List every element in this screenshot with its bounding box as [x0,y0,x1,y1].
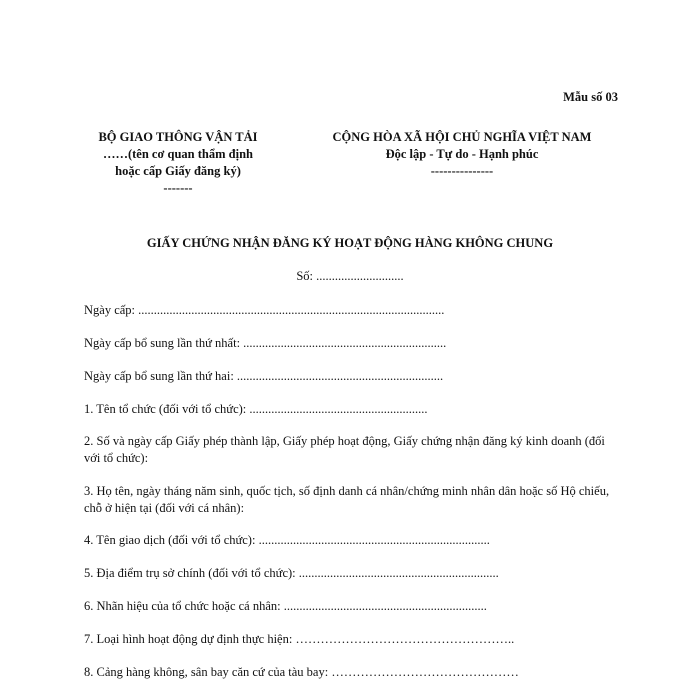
form-number: Mẫu số 03 [563,90,618,104]
agency-divider: ------- [163,181,193,195]
agency-placeholder-line2: hoặc cấp Giấy đăng ký) [115,164,241,178]
field-head-office: 5. Địa điểm trụ sở chính (đối với tổ chức): ................................................................ [84,566,499,580]
field-brand: 6. Nhãn hiệu của tổ chức hoặc cá nhân: ................................................................. [84,599,487,613]
field-first-supplement-date: Ngày cấp bổ sung lần thứ nhất: ................................................................. [84,336,447,350]
republic-name: CỘNG HÒA XÃ HỘI CHỦ NGHĨA VIỆT NAM [332,130,592,144]
field-personal-info: 3. Họ tên, ngày tháng năm sinh, quốc tịch, số định danh cá nhân/chứng minh nhân dân hoặc số Hộ chiếu, chỗ ở hiện tại (đối với cá nhân): [84,484,610,515]
agency-placeholder-line1: ……(tên cơ quan thẩm định [102,147,253,161]
field-trade-name: 4. Tên giao dịch (đối với tổ chức): .......................................................................... [84,533,490,547]
field-base-airport: 8. Cảng hàng không, sân bay căn cứ của tàu bay: ……………………………………… [84,665,519,679]
field-activity-type: 7. Loại hình hoạt động dự định thực hiện: …………………………………………….. [84,632,515,646]
field-second-supplement-date: Ngày cấp bổ sung lần thứ hai: .................................................................. [84,369,444,383]
document-title: GIẤY CHỨNG NHẬN ĐĂNG KÝ HOẠT ĐỘNG HÀNG KHÔNG CHUNG [146,236,554,250]
field-license-info: 2. Số và ngày cấp Giấy phép thành lập, Giấy phép hoạt động, Giấy chứng nhận đăng ký kinh doanh (đối với tổ chức): [84,434,605,465]
republic-divider: --------------- [430,164,494,178]
field-organization-name: 1. Tên tổ chức (đối với tổ chức): ......................................................... [84,402,428,416]
field-issue-date: Ngày cấp: .................................................................................................. [84,303,445,317]
agency-name: BỘ GIAO THÔNG VẬN TẢI [98,130,258,144]
agency-header [68,129,288,197]
republic-header [292,129,632,180]
republic-motto: Độc lập - Tự do - Hạnh phúc [385,147,539,161]
document-number: Số: ............................ [296,269,404,283]
